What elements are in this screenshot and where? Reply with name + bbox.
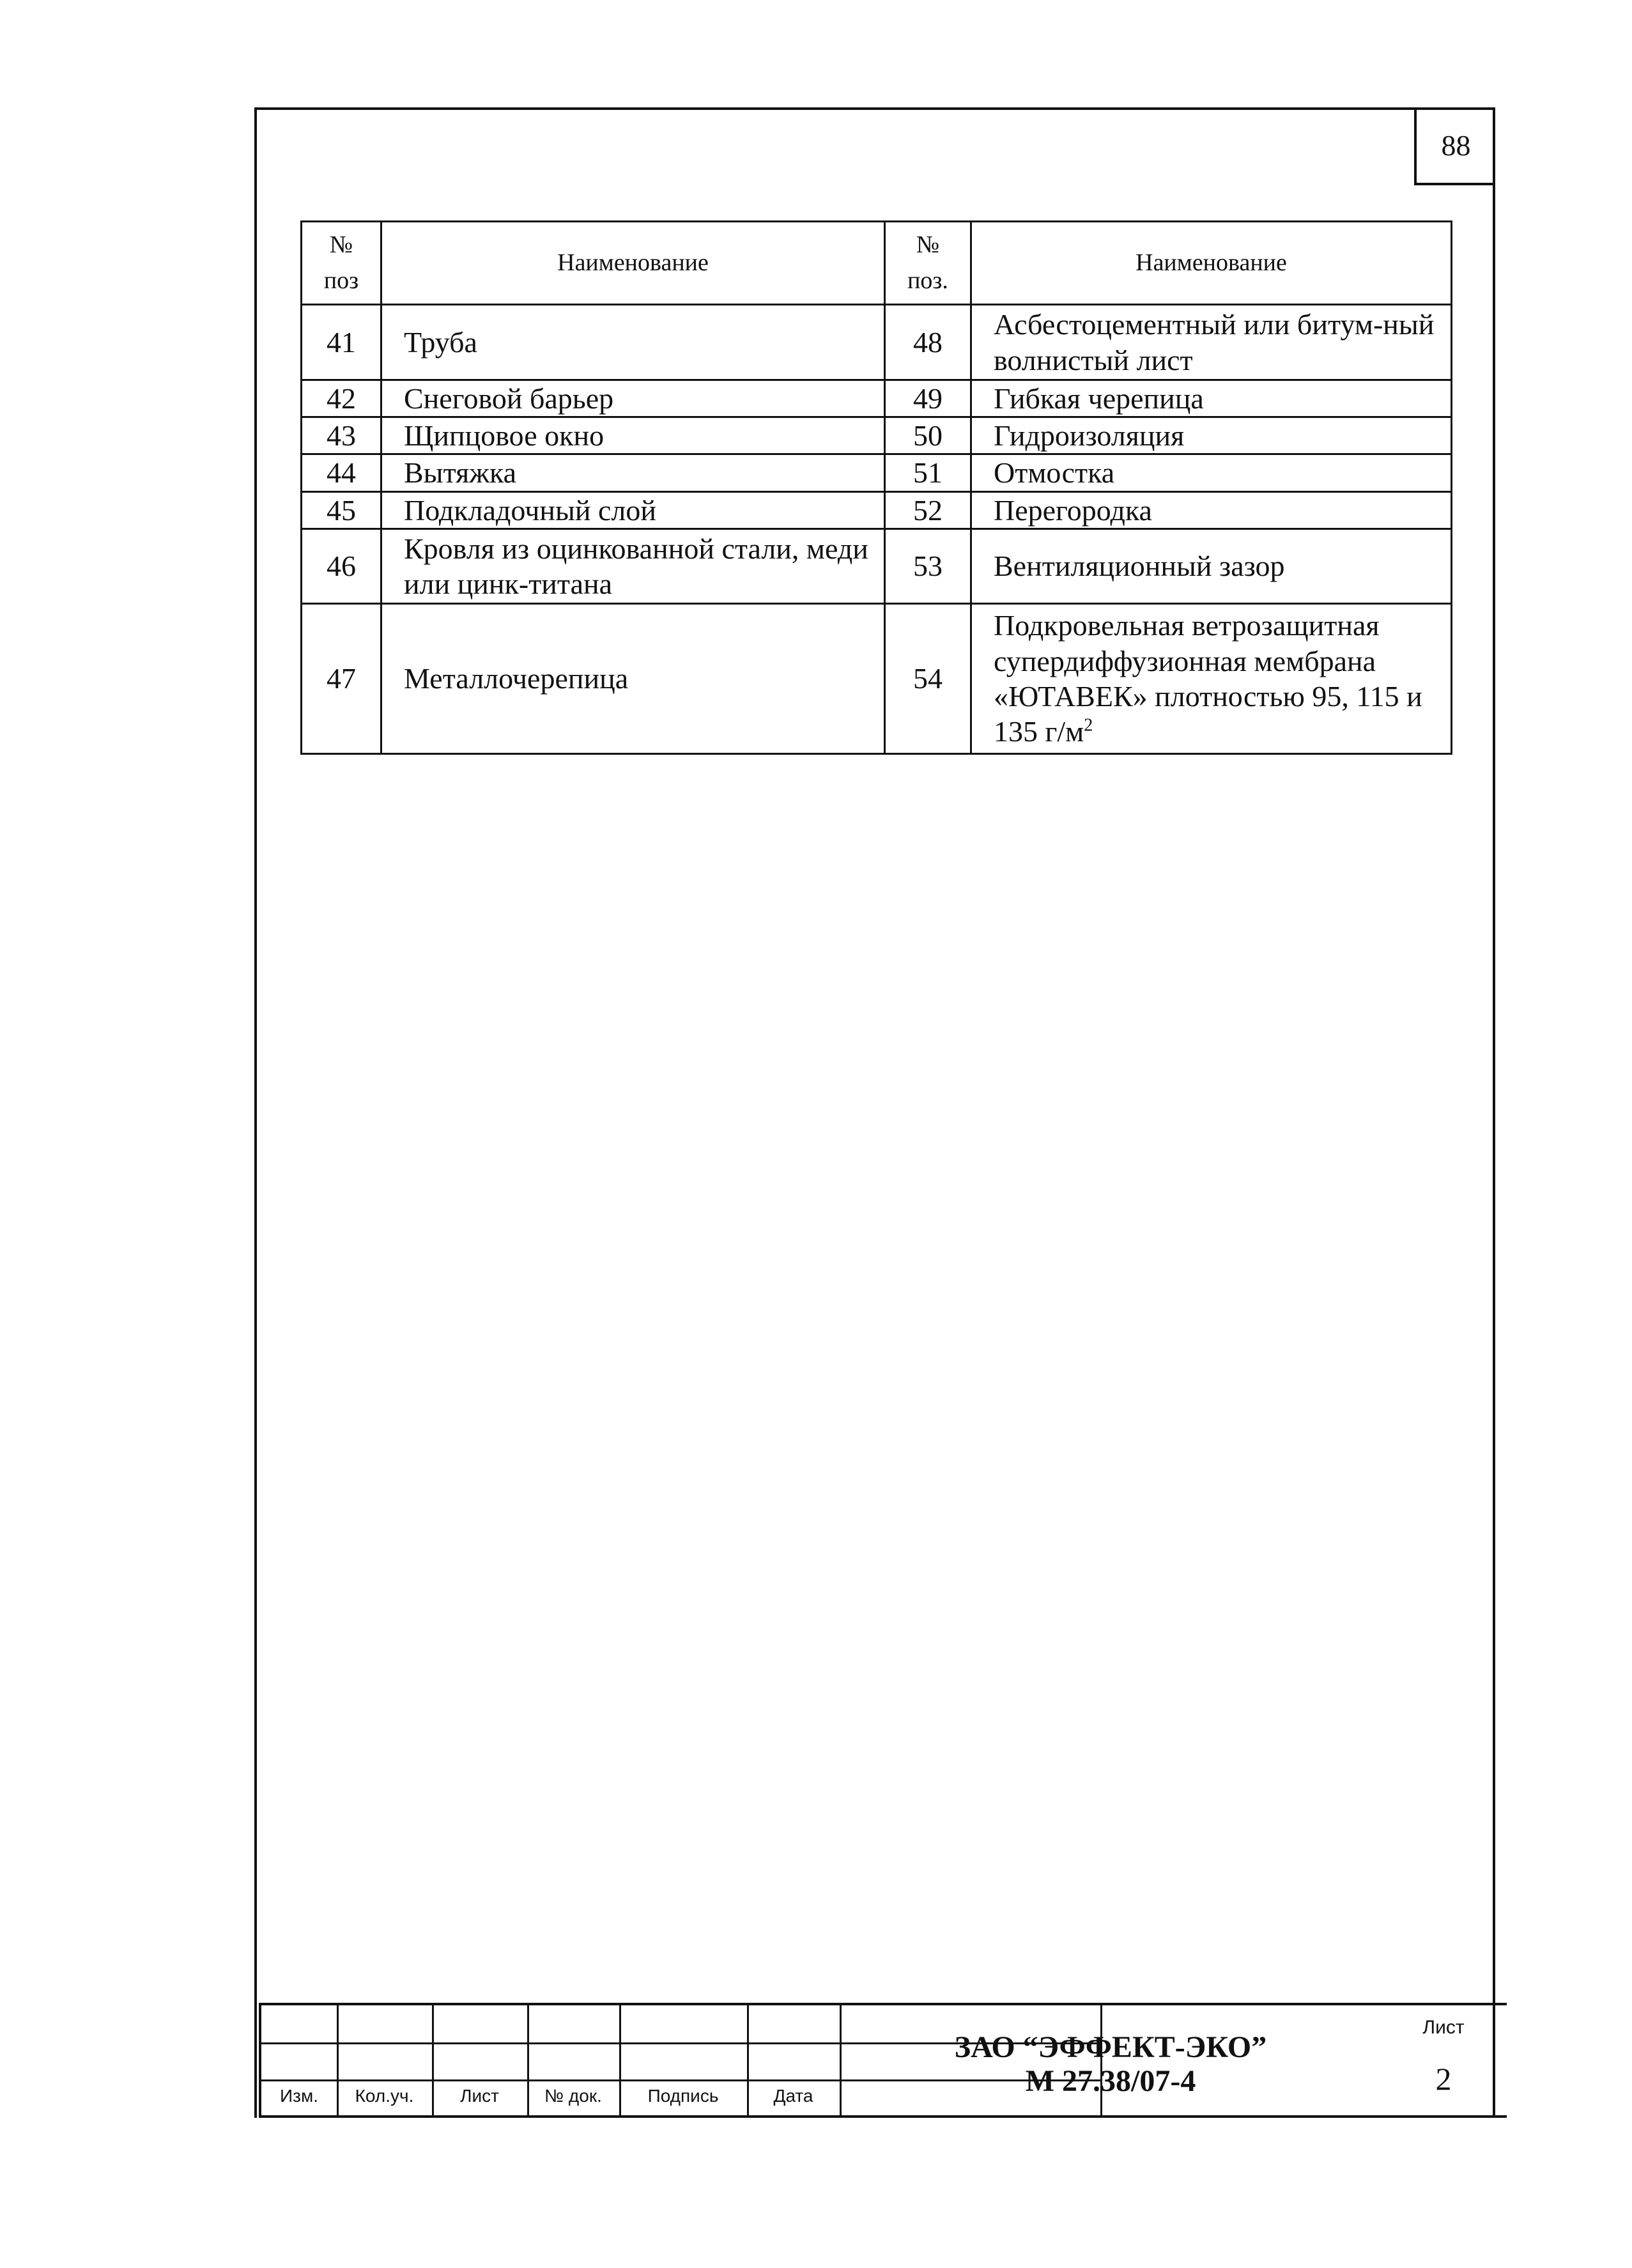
page-number: 88 — [1414, 107, 1495, 185]
table-row — [302, 305, 1452, 380]
row-pos-right: 50 — [885, 417, 971, 454]
row-pos-left: 42 — [302, 380, 381, 417]
row-name-left: Труба — [381, 305, 885, 380]
header-pos-left — [302, 222, 381, 305]
row-name-left: Снеговой барьер — [381, 380, 885, 417]
row-pos-left: 47 — [302, 603, 381, 753]
superscript-2: 2 — [1084, 715, 1093, 736]
sheet-label: Лист — [1422, 2017, 1465, 2038]
col-kol-uch: Кол.уч. — [355, 2086, 414, 2106]
table-row — [302, 380, 1452, 417]
row-name-left: Вытяжка — [381, 454, 885, 491]
col-list: Лист — [460, 2086, 499, 2106]
row-pos-left: 46 — [302, 528, 381, 603]
row-name-left: Металлочерепица — [381, 603, 885, 753]
organization-name: ЗАО “ЭФФЕКТ-ЭКО” — [954, 2030, 1267, 2064]
title-block — [259, 2003, 1507, 2118]
row-pos-left: 44 — [302, 454, 381, 491]
header-pos-left-line2: поз — [323, 266, 359, 294]
header-name-right: Наименование — [971, 222, 1452, 305]
row-pos-right: 51 — [885, 454, 971, 491]
row-name-left: Подкладочный слой — [381, 491, 885, 528]
header-pos-right-line2: поз. — [907, 266, 948, 294]
document-code: М 27.38/07-4 — [1025, 2064, 1196, 2098]
specification-table — [300, 220, 1452, 755]
row-pos-left: 41 — [302, 305, 381, 380]
row-pos-right: 53 — [885, 528, 971, 603]
row-name-left: Кровля из оцинкованной стали, меди или цинк-титана — [381, 528, 885, 603]
table-row — [302, 417, 1452, 454]
row-pos-right: 54 — [885, 603, 971, 753]
row-name-right: Гибкая черепица — [971, 380, 1452, 417]
table-row — [302, 528, 1452, 603]
table-row — [302, 603, 1452, 753]
row-name-right: Асбестоцементный или битум-ный волнистый лист — [971, 305, 1452, 380]
table-row — [302, 454, 1452, 491]
row-name-right: Отмостка — [971, 454, 1452, 491]
col-signature: Подпись — [647, 2086, 719, 2106]
col-doc-number: № док. — [544, 2086, 602, 2106]
header-name-left: Наименование — [381, 222, 885, 305]
row-name-right: Перегородка — [971, 491, 1452, 528]
row-pos-right: 52 — [885, 491, 971, 528]
row-name-right-text: Подкровельная ветрозащитная супердиффузионная мембрана «ЮТАВЕК» плотностью 95, 115 и 135 г/м — [994, 609, 1422, 748]
organization-block — [841, 2031, 1380, 2099]
row-pos-right: 49 — [885, 380, 971, 417]
header-pos-right — [885, 222, 971, 305]
sheet-number: 2 — [1435, 2061, 1452, 2097]
row-name-right: Вентиляционный зазор — [971, 528, 1452, 603]
row-pos-left: 45 — [302, 491, 381, 528]
table-row — [302, 491, 1452, 528]
row-pos-right: 48 — [885, 305, 971, 380]
row-pos-left: 43 — [302, 417, 381, 454]
col-izm: Изм. — [280, 2086, 318, 2106]
row-name-right — [971, 603, 1452, 753]
header-pos-right-line1: № — [916, 231, 940, 259]
row-name-right: Гидроизоляция — [971, 417, 1452, 454]
table-header-row — [302, 222, 1452, 305]
row-name-left: Щипцовое окно — [381, 417, 885, 454]
col-date: Дата — [773, 2086, 813, 2106]
header-pos-left-line1: № — [329, 231, 353, 259]
